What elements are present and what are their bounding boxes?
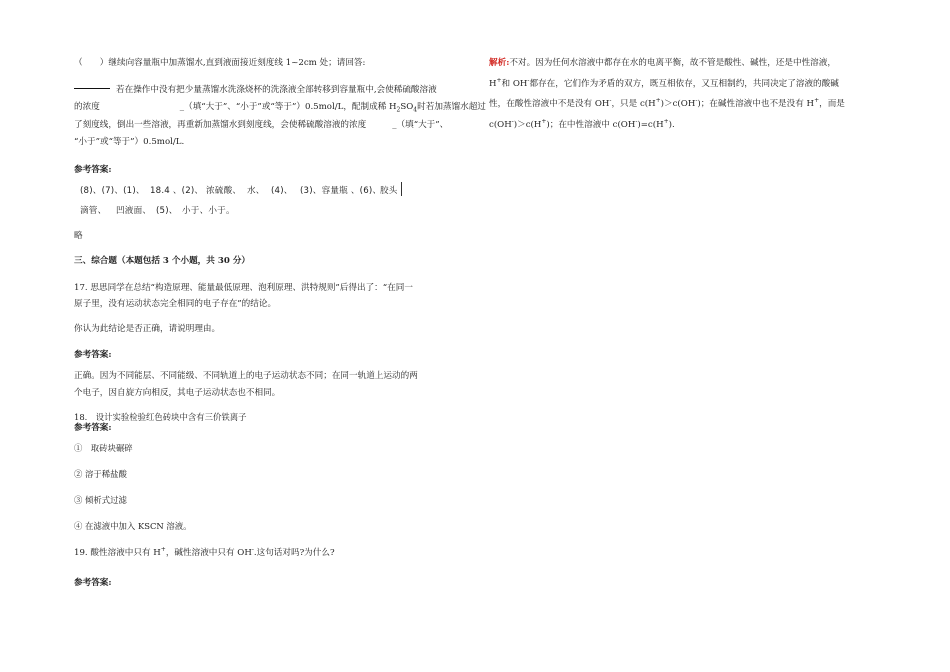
answer-part: 浓硫酸、: [206, 186, 242, 196]
analysis-label: 解析:: [489, 58, 510, 68]
q18-step-3: ③ 倾析式过滤: [74, 495, 127, 505]
answer-part: (3)、容量瓶 、(6)、: [300, 186, 382, 196]
reference-answer-label: 参考答案:: [74, 423, 112, 433]
section-title: 三、综合题（本题包括 3 个小题，共 30 分）: [74, 256, 251, 266]
answer-part: (8)、(7)、(1)、: [80, 186, 145, 196]
answer-part: 水、: [247, 186, 265, 196]
q18-title: 18. 设计实验检验红色砖块中含有三价铁离子: [74, 412, 247, 422]
q16-line-3: 的浓度 _（填“大于”、“小于”或“等于”）0.5mol/L，配制成稀 $H_2SO_4$时若加蒸馏水超过: [74, 102, 486, 114]
q19-question: 19. 酸性溶液中只有 H+，碱性溶液中只有 OH-.这句话对吗?为什么?: [74, 546, 335, 558]
answer-part: 凹液面、: [116, 206, 152, 216]
analysis-line-1: 解析:不对。因为任何水溶液中都存在水的电离平衡，故不管是酸性、碱性，还是中性溶液，: [489, 58, 836, 68]
reference-answer-label: 参考答案:: [74, 165, 112, 175]
answer-blank: [74, 88, 110, 89]
analysis-line-4: c(OH-)＞c(H+)；在中性溶液中 c(OH-)=c(H+).: [489, 118, 675, 130]
q17-line-3: 你认为此结论是否正确，请说明理由。: [74, 324, 221, 334]
omitted-note: 略: [74, 231, 83, 241]
q16-answer-image: [74, 182, 404, 218]
answer-part: (5)、: [156, 206, 178, 216]
analysis-line-3: 性，在酸性溶液中不是没有 OH-，只是 c(H+)＞c(OH-)；在碱性溶液中也不是没有 H+，而是: [489, 97, 845, 109]
q18-step-4: ④ 在滤液中加入 KSCN 溶液。: [74, 521, 192, 531]
answer-part: 滴管、: [80, 206, 107, 216]
q18-step-1: ① 取砖块碾碎: [74, 443, 133, 453]
answer-part: 18.4 、(2)、: [150, 186, 204, 196]
q16-line-5: “小于”或“等于”）0.5mol/L.: [74, 137, 185, 147]
answer-part: 胶头: [380, 186, 398, 196]
q17-line-1: 17. 思思同学在总结“构造原理、能量最低原理、泡利原理、洪特规则”后得出了：“在同一: [74, 283, 413, 293]
q17-answer-line-1: 正确。因为不同能层、不同能级、不同轨道上的电子运动状态不同；在同一轨道上运动的两: [74, 371, 418, 381]
q16-line-2: 若在操作中没有把少量蒸馏水洗涤烧杯的洗涤液全部转移到容量瓶中,会使稀硫酸溶液: [74, 84, 437, 96]
analysis-line-2: H+和 OH-都存在，它们作为矛盾的双方，既互相依存，又互相制约，共同决定了溶液的酸碱: [489, 77, 839, 89]
q16-line-4: 了刻度线，倒出一些溶液，再重新加蒸馏水到刻度线，会使稀硫酸溶液的浓度 _（填“大于”、: [74, 120, 449, 130]
text-cursor: [401, 182, 402, 196]
q17-answer-line-2: 个电子，因自旋方向相反，其电子运动状态也不相同。: [74, 388, 281, 398]
reference-answer-label: 参考答案:: [74, 350, 112, 360]
q16-line-1: （ ）继续向容量瓶中加蒸馏水,直到液面接近刻度线 1~2cm 处；请回答:: [74, 58, 366, 68]
answer-part: (4)、: [271, 186, 293, 196]
q17-line-2: 原子里，没有运动状态完全相同的电子存在”的结论。: [74, 299, 277, 309]
q18-step-2: ② 溶于稀盐酸: [74, 469, 127, 479]
answer-part: 小于、小于。: [182, 206, 235, 216]
reference-answer-label: 参考答案:: [74, 578, 112, 588]
